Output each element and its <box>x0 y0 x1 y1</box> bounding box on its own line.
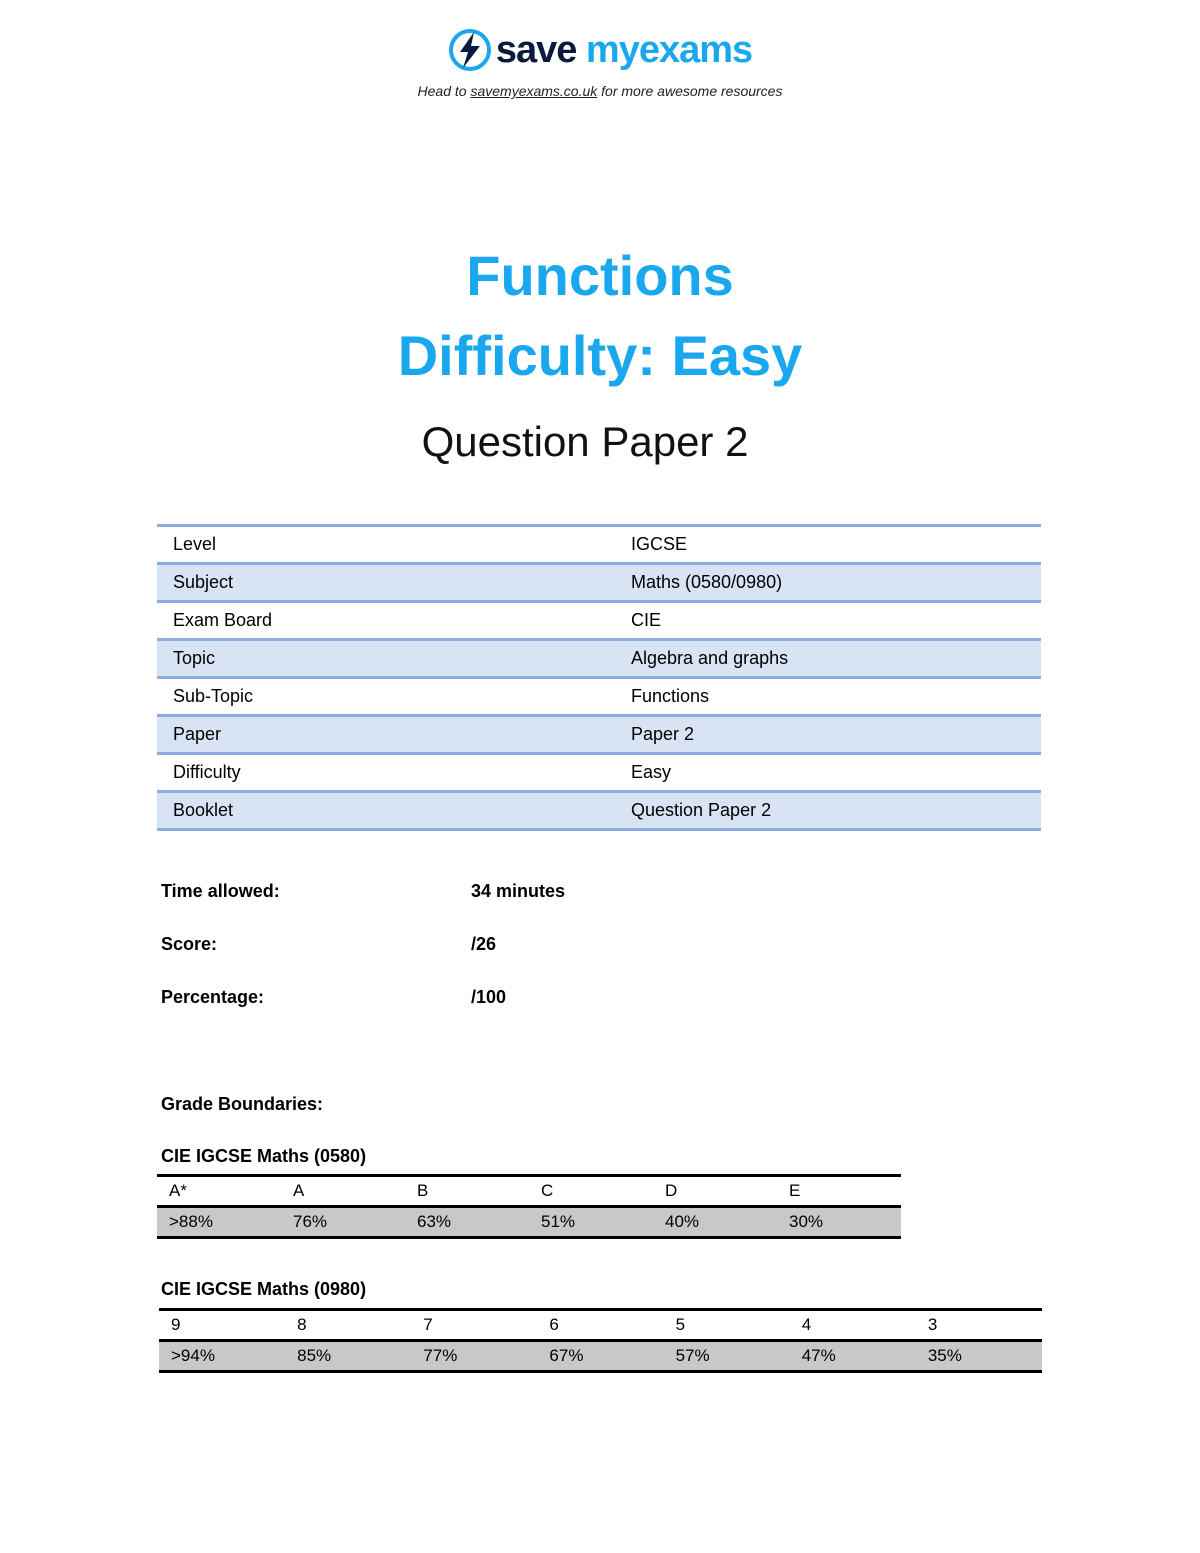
grade-table-0980 <box>159 1308 1042 1373</box>
tagline-prefix: Head to <box>417 83 471 99</box>
info-row-paper <box>157 716 1041 754</box>
info-value: Algebra and graphs <box>615 640 1041 678</box>
boundary-cell: 63% <box>405 1207 529 1238</box>
grade-cell: 3 <box>916 1310 1042 1341</box>
boundary-cell: 77% <box>411 1341 537 1372</box>
info-value: CIE <box>615 602 1041 640</box>
tagline <box>0 83 1200 99</box>
info-row-exam-board <box>157 602 1041 640</box>
percentage-label: Percentage: <box>161 987 265 1007</box>
info-row-subject <box>157 564 1041 602</box>
grade-cell: C <box>529 1176 653 1207</box>
score-row <box>161 934 496 955</box>
boundary-cell: 40% <box>653 1207 777 1238</box>
boundary-cell: 67% <box>537 1341 663 1372</box>
difficulty-title: Difficulty: Easy <box>397 324 803 387</box>
time-label: Time allowed: <box>161 881 280 901</box>
info-row-level <box>157 526 1041 564</box>
lightning-bolt-icon <box>448 28 492 72</box>
tagline-suffix: for more awesome resources <box>597 83 783 99</box>
grade-cell: E <box>777 1176 901 1207</box>
grade-cell: 7 <box>411 1310 537 1341</box>
grade-cell: 9 <box>159 1310 285 1341</box>
grade-row <box>157 1176 901 1207</box>
header-logo <box>0 28 1200 99</box>
info-row-sub-topic <box>157 678 1041 716</box>
grade-cell: 4 <box>790 1310 916 1341</box>
boundary-cell: 76% <box>281 1207 405 1238</box>
info-value: IGCSE <box>615 526 1041 564</box>
info-value: Paper 2 <box>615 716 1041 754</box>
boundary-cell: 47% <box>790 1341 916 1372</box>
info-value: Question Paper 2 <box>615 792 1041 830</box>
grade-table-0580 <box>157 1174 901 1239</box>
logo-myexams-text: myexams <box>585 29 753 71</box>
score-label: Score: <box>161 934 218 954</box>
grade-row <box>159 1310 1042 1341</box>
logo-save-text: save <box>495 29 577 71</box>
boundary-row <box>159 1341 1042 1372</box>
grade-boundaries-heading: Grade Boundaries: <box>161 1094 324 1114</box>
info-row-difficulty <box>157 754 1041 792</box>
grade-cell: B <box>405 1176 529 1207</box>
grade-cell: 5 <box>664 1310 790 1341</box>
percentage-row <box>161 987 506 1008</box>
paper-subtitle: Question Paper 2 <box>421 418 749 465</box>
info-value: Maths (0580/0980) <box>615 564 1041 602</box>
info-label: Sub-Topic <box>157 678 615 716</box>
info-value: Easy <box>615 754 1041 792</box>
grade-cell: 8 <box>285 1310 411 1341</box>
percentage-value: /100 <box>471 987 507 1007</box>
grade-cell: A* <box>157 1176 281 1207</box>
time-value: 34 minutes <box>471 881 566 901</box>
grade-table-0980-title: CIE IGCSE Maths (0980) <box>161 1279 367 1299</box>
info-row-booklet <box>157 792 1041 830</box>
grade-table-0580-title: CIE IGCSE Maths (0580) <box>161 1146 367 1166</box>
info-label: Exam Board <box>157 602 615 640</box>
boundary-cell: 30% <box>777 1207 901 1238</box>
time-allowed-row <box>161 881 565 902</box>
info-label: Subject <box>157 564 615 602</box>
boundary-cell: 85% <box>285 1341 411 1372</box>
info-label: Topic <box>157 640 615 678</box>
boundary-cell: 57% <box>664 1341 790 1372</box>
boundary-cell: 35% <box>916 1341 1042 1372</box>
grade-cell: A <box>281 1176 405 1207</box>
boundary-cell: >88% <box>157 1207 281 1238</box>
boundary-row <box>157 1207 901 1238</box>
info-label: Booklet <box>157 792 615 830</box>
info-label: Paper <box>157 716 615 754</box>
website-link[interactable]: savemyexams.co.uk <box>470 83 598 99</box>
boundary-cell: >94% <box>159 1341 285 1372</box>
info-label: Level <box>157 526 615 564</box>
info-label: Difficulty <box>157 754 615 792</box>
page-title: Functions <box>466 244 734 307</box>
info-table <box>157 524 1041 831</box>
info-value: Functions <box>615 678 1041 716</box>
score-value: /26 <box>471 934 497 954</box>
grade-cell: D <box>653 1176 777 1207</box>
info-row-topic <box>157 640 1041 678</box>
boundary-cell: 51% <box>529 1207 653 1238</box>
grade-cell: 6 <box>537 1310 663 1341</box>
